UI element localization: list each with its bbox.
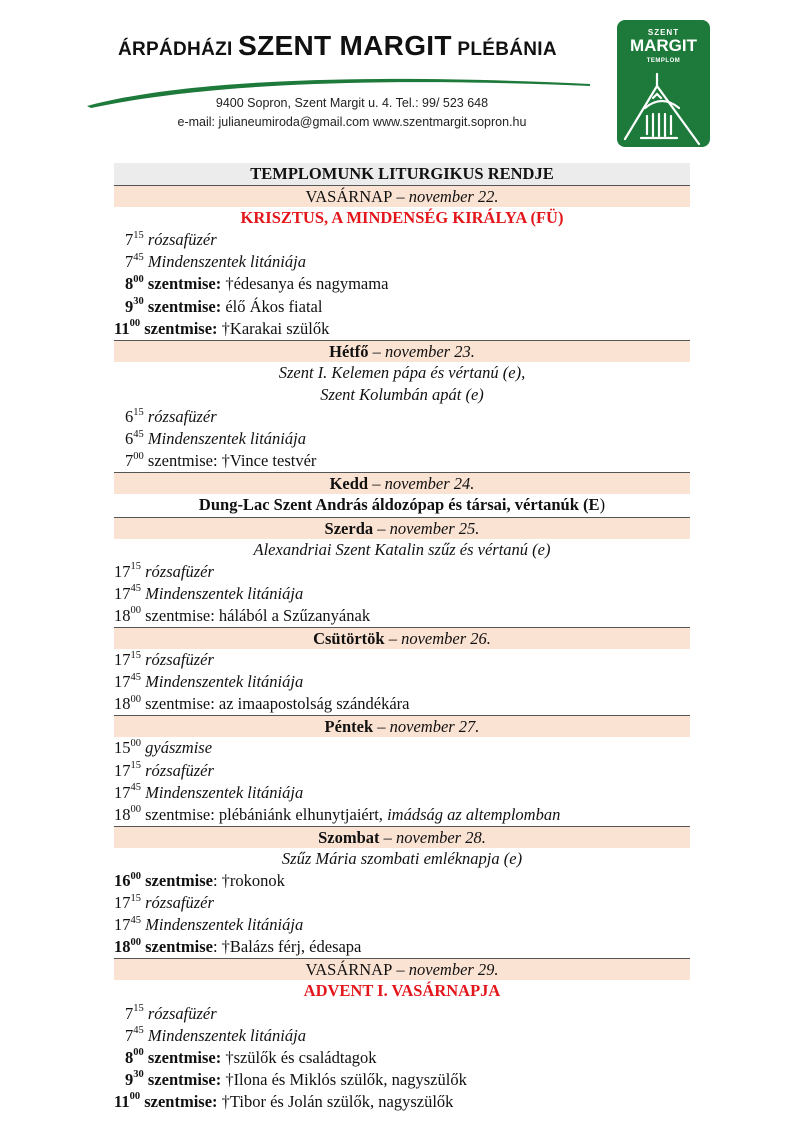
day-name: Csütörtök: [313, 628, 385, 648]
liturgy-schedule: [114, 163, 690, 1113]
day-header-sunday-22: [114, 185, 690, 207]
day-date: – november 23.: [368, 341, 475, 361]
church-drawing-icon: [617, 64, 710, 147]
schedule-entry: $16^{00}$ szentmise: †rokonok: [114, 870, 285, 890]
day-header-saturday-28: [114, 826, 690, 848]
schedule-entry: $6^{15}$ rózsafüzér: [125, 406, 217, 427]
day-header-wednesday-25: [114, 517, 690, 539]
day-header-thursday-26: [114, 627, 690, 649]
day-header-sunday-29: [114, 958, 690, 980]
schedule-entry: $17^{15}$ rózsafüzér: [114, 892, 214, 913]
saint-line: Szűz Mária szombati emléknapja (e): [281, 848, 523, 868]
church-logo: [617, 20, 710, 147]
saint-line: Alexandriai Szent Katalin szűz és vértanú (e): [253, 539, 551, 559]
day-date: – november 27.: [373, 717, 480, 737]
day-date: – november 26.: [384, 628, 491, 648]
feast-title: KRISZTUS, A MINDENSÉG KIRÁLYA (FÜ): [240, 208, 564, 228]
schedule-entry: $7^{00}$ szentmise: †Vince testvér: [125, 450, 317, 471]
schedule-entry: $7^{15}$ rózsafüzér: [125, 229, 217, 250]
day-date: – november 24.: [368, 474, 475, 494]
day-header-tuesday-24: [114, 472, 690, 494]
schedule-entry: $17^{45}$ Mindenszentek litániája: [114, 671, 304, 692]
schedule-entry: $7^{45}$ Mindenszentek litániája: [125, 251, 306, 272]
schedule-entry: $7^{15}$ rózsafüzér: [125, 1003, 217, 1023]
title-suffix: PLÉBÁNIA: [451, 39, 557, 60]
day-name: Szerda: [324, 518, 374, 538]
day-date: – november 29.: [392, 960, 499, 980]
schedule-entry: $8^{00}$ szentmise: †édesanya és nagymama: [125, 273, 389, 294]
logo-margit: MARGIT: [629, 36, 698, 55]
schedule-entry: $11^{00}$ szentmise: †Karakai szülők: [114, 318, 330, 338]
day-name: VASÁRNAP: [305, 960, 393, 980]
day-date: – november 25.: [373, 518, 480, 538]
schedule-title: TEMPLOMUNK LITURGIKUS RENDJE: [114, 163, 690, 185]
day-name: Hétfő: [329, 341, 369, 361]
schedule-entry: $18^{00}$ szentmise: plébániánk elhunytjaiért, imádság az altemplomban: [114, 804, 561, 824]
parish-title: [118, 30, 557, 62]
schedule-entry: $17^{15}$ rózsafüzér: [114, 649, 214, 670]
feast-title: ADVENT I. VASÁRNAPJA: [303, 981, 501, 1001]
title-main: SZENT MARGIT: [238, 30, 452, 61]
day-name: Péntek: [324, 717, 374, 737]
feast-line: Dung-Lac Szent András áldozópap és társai, vértanúk (E): [198, 495, 606, 515]
address-line: 9400 Sopron, Szent Margit u. 4. Tel.: 99/ 523 648: [215, 96, 489, 110]
logo-templom: TEMPLOM: [646, 58, 681, 64]
title-prefix: ÁRPÁDHÁZI: [118, 39, 239, 60]
schedule-entry: $15^{00}$ gyászmise: [114, 737, 213, 758]
contact-line: e-mail: julianeumiroda@gmail.com www.szentmargit.sopron.hu: [177, 115, 527, 129]
schedule-entry: $17^{45}$ Mindenszentek litániája: [114, 782, 304, 802]
day-header-monday-23: [114, 340, 690, 362]
schedule-entry: $6^{45}$ Mindenszentek litániája: [125, 428, 306, 449]
schedule-entry: $18^{00}$ szentmise: az imaapostolság szándékára: [114, 693, 410, 714]
schedule-entry: $17^{45}$ Mindenszentek litániája: [114, 583, 304, 603]
day-date: – november 22.: [392, 187, 499, 207]
day-date: – november 28.: [379, 827, 486, 847]
schedule-entry: $9^{30}$ szentmise: élő Ákos fiatal: [125, 296, 323, 316]
day-name: Kedd: [329, 474, 369, 494]
schedule-entry: $17^{45}$ Mindenszentek litániája: [114, 914, 304, 935]
day-name: Szombat: [318, 827, 380, 847]
saint-line: Szent I. Kelemen pápa és vértanú (e),: [278, 362, 526, 382]
saint-line: Szent Kolumbán apát (e): [320, 384, 484, 404]
schedule-entry: $7^{45}$ Mindenszentek litániája: [125, 1025, 306, 1045]
day-name: VASÁRNAP: [305, 187, 393, 207]
schedule-entry: $9^{30}$ szentmise: †Ilona és Miklós szülők, nagyszülők: [125, 1069, 467, 1089]
day-header-friday-27: [114, 715, 690, 737]
schedule-entry: $18^{00}$ szentmise: hálából a Szűzanyának: [114, 605, 371, 625]
schedule-entry: $17^{15}$ rózsafüzér: [114, 561, 214, 581]
schedule-entry: $17^{15}$ rózsafüzér: [114, 760, 214, 780]
logo-szent: SZENT: [647, 28, 680, 37]
schedule-entry: $11^{00}$ szentmise: †Tibor és Jolán szülők, nagyszülők: [114, 1091, 454, 1111]
schedule-entry: $18^{00}$ szentmise: †Balázs férj, édesapa: [114, 936, 362, 957]
schedule-entry: $8^{00}$ szentmise: †szülők és családtagok: [125, 1047, 377, 1067]
